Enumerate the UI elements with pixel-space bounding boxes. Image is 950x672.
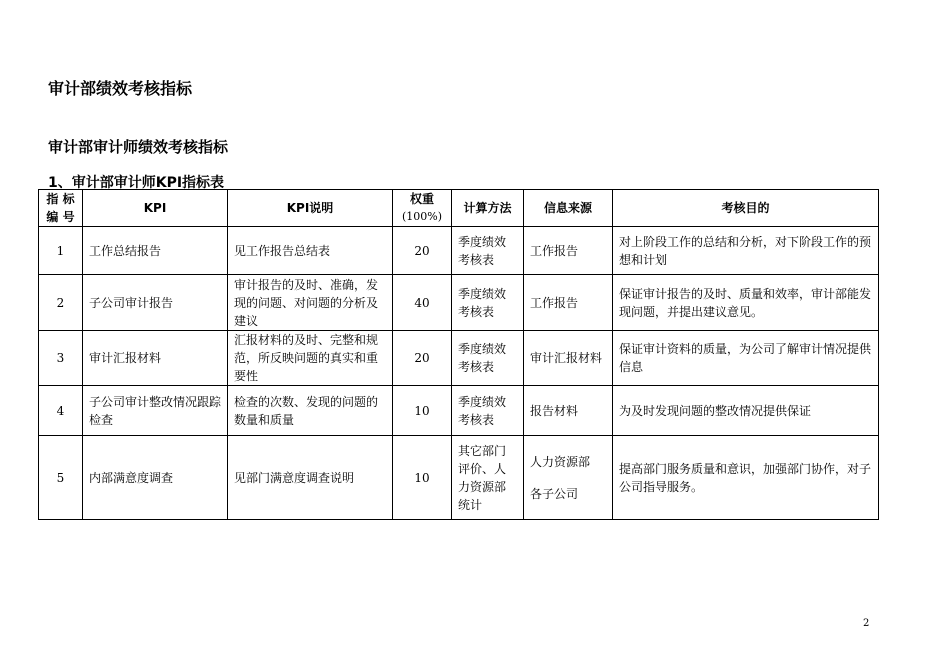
cell-source (524, 436, 613, 520)
cell-method: 其它部门评价、人力资源部统计 (452, 436, 524, 520)
cell-desc: 检查的次数、发现的问题的数量和质量 (228, 386, 393, 436)
table-row (39, 386, 879, 436)
header-desc: KPI说明 (228, 190, 393, 227)
cell-method: 季度绩效考核表 (452, 386, 524, 436)
cell-no: 2 (39, 275, 83, 331)
section-heading: 1、审计部审计师KPI指标表 (48, 175, 225, 191)
cell-goal: 保证审计报告的及时、质量和效率，审计部能发现问题，并提出建议意见。 (613, 275, 879, 331)
cell-goal: 对上阶段工作的总结和分析，对下阶段工作的预想和计划 (613, 227, 879, 275)
table-row (39, 275, 879, 331)
cell-method: 季度绩效考核表 (452, 275, 524, 331)
cell-goal: 提高部门服务质量和意识，加强部门协作，对子公司指导服务。 (613, 436, 879, 520)
cell-source-line2: 各子公司 (530, 486, 579, 501)
header-goal: 考核目的 (613, 190, 879, 227)
kpi-table (38, 189, 879, 520)
cell-method: 季度绩效考核表 (452, 227, 524, 275)
table-row (39, 331, 879, 386)
cell-kpi: 工作总结报告 (83, 227, 228, 275)
cell-desc: 见工作报告总结表 (228, 227, 393, 275)
cell-kpi: 内部满意度调查 (83, 436, 228, 520)
table-row (39, 227, 879, 275)
header-weight-sub: (100%) (401, 210, 443, 223)
cell-desc: 汇报材料的及时、完整和规范，所反映问题的真实和重要性 (228, 331, 393, 386)
cell-source: 工作报告 (524, 227, 613, 275)
header-method: 计算方法 (452, 190, 524, 227)
cell-weight: 40 (393, 275, 452, 331)
cell-source: 审计汇报材料 (524, 331, 613, 386)
cell-kpi: 子公司审计报告 (83, 275, 228, 331)
header-kpi: KPI (83, 190, 228, 227)
cell-kpi: 审计汇报材料 (83, 331, 228, 386)
table-header-row (39, 190, 879, 227)
cell-goal: 保证审计资料的质量，为公司了解审计情况提供信息 (613, 331, 879, 386)
cell-kpi: 子公司审计整改情况跟踪检查 (83, 386, 228, 436)
cell-source-line1: 人力资源部 (530, 454, 591, 469)
cell-weight: 10 (393, 436, 452, 520)
cell-desc: 审计报告的及时、准确，发现的问题、对问题的分析及建议 (228, 275, 393, 331)
table-row (39, 436, 879, 520)
cell-no: 5 (39, 436, 83, 520)
cell-weight: 20 (393, 331, 452, 386)
document-subtitle: 审计部审计师绩效考核指标 (48, 138, 229, 156)
page-number: 2 (863, 618, 870, 629)
cell-method: 季度绩效考核表 (452, 331, 524, 386)
document-title: 审计部绩效考核指标 (48, 79, 193, 98)
cell-no: 4 (39, 386, 83, 436)
header-weight-label: 权重 (409, 192, 434, 206)
cell-source: 报告材料 (524, 386, 613, 436)
cell-desc: 见部门满意度调查说明 (228, 436, 393, 520)
cell-source: 工作报告 (524, 275, 613, 331)
header-source: 信息来源 (524, 190, 613, 227)
cell-weight: 10 (393, 386, 452, 436)
cell-no: 1 (39, 227, 83, 275)
header-weight (393, 190, 452, 227)
cell-goal: 为及时发现问题的整改情况提供保证 (613, 386, 879, 436)
cell-weight: 20 (393, 227, 452, 275)
header-no: 指 标 编 号 (39, 190, 83, 227)
cell-no: 3 (39, 331, 83, 386)
